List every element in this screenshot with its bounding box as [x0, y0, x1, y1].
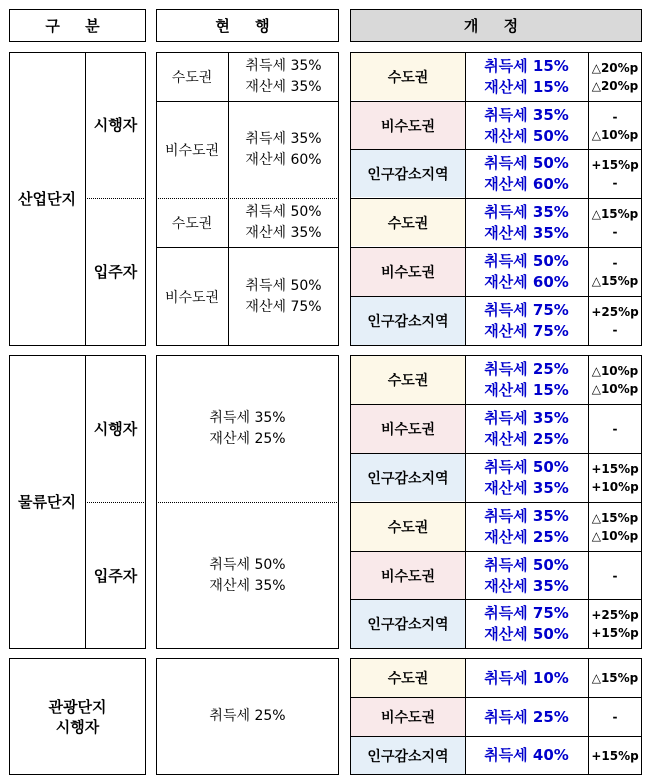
revised-region: 비수도권: [351, 552, 465, 599]
header-category: 구 분: [9, 9, 146, 42]
rate-change: △15%p: [591, 671, 639, 685]
revised-rates: 취득세 35% 재산세 25%: [484, 507, 569, 546]
rate-change: △10%p △10%p: [591, 364, 639, 396]
current-region: 비수도권: [164, 289, 220, 306]
revised-region: 비수도권: [351, 248, 465, 296]
revised-region: 수도권: [351, 199, 465, 246]
revised-region: 비수도권: [351, 102, 465, 149]
revised-rates: 취득세 35% 재산세 25%: [484, 409, 569, 448]
revised-rate: 취득세 40%: [484, 746, 569, 764]
industrial-tenant-label: 입주자: [93, 263, 138, 281]
revised-rates: 취득세 35% 재산세 50%: [484, 105, 569, 145]
rate-change: △15%p △10%p: [591, 511, 639, 543]
industrial-name: 산업단지: [18, 190, 76, 208]
revised-rates: 취득세 50% 재산세 35%: [484, 555, 569, 595]
revised-rates: 취득세 50% 재산세 60%: [484, 154, 569, 193]
revised-rates: 취득세 75% 재산세 50%: [484, 604, 569, 643]
revised-region: 수도권: [351, 659, 465, 697]
header-revised: 개 정: [350, 9, 642, 42]
rate-change: △20%p △20%p: [591, 61, 639, 93]
rate-change: - △10%p: [591, 109, 639, 142]
revised-rates: 취득세 50% 재산세 35%: [484, 458, 569, 497]
revised-rates: 취득세 75% 재산세 75%: [484, 301, 569, 340]
rate-change: +25%p -: [591, 305, 639, 337]
current-rates: 취득세 35% 재산세 35%: [245, 57, 322, 95]
revised-region: 인구감소지역: [351, 150, 465, 197]
revised-rates: 취득세 15% 재산세 15%: [484, 57, 569, 96]
revised-region: 인구감소지역: [351, 454, 465, 501]
rate-change: -: [612, 710, 618, 724]
revised-rate: 취득세 25%: [484, 707, 569, 726]
logistics-developer-label: 시행자: [93, 419, 138, 438]
current-rates: 취득세 50% 재산세 35%: [245, 203, 322, 241]
revised-rate: 취득세 10%: [484, 668, 569, 687]
current-rates: 취득세 25%: [209, 708, 286, 724]
current-region: 수도권: [171, 69, 213, 86]
revised-region: 수도권: [351, 503, 465, 551]
revised-region: 인구감소지역: [351, 737, 465, 774]
current-rates: 취득세 50% 재산세 75%: [245, 277, 322, 315]
rate-change: +15%p: [591, 748, 639, 763]
current-rates: 취득세 35% 재산세 25%: [209, 409, 286, 447]
current-region: 수도권: [171, 215, 213, 232]
current-region: 비수도권: [164, 142, 220, 159]
revised-region: 인구감소지역: [351, 600, 465, 648]
rate-change: - △15%p: [591, 256, 639, 288]
revised-region: 수도권: [351, 53, 465, 100]
current-rates: 취득세 35% 재산세 60%: [245, 130, 322, 168]
header-current: 현 행: [156, 9, 339, 42]
revised-rates: 취득세 50% 재산세 60%: [484, 252, 569, 291]
revised-region: 인구감소지역: [351, 297, 465, 345]
rate-change: -: [612, 568, 618, 583]
current-rates: 취득세 50% 재산세 35%: [209, 556, 286, 594]
rate-change: +15%p +10%p: [591, 462, 639, 494]
rate-change: △15%p -: [591, 207, 639, 239]
rate-change: +25%p +15%p: [591, 608, 639, 640]
revised-rates: 취득세 25% 재산세 15%: [484, 360, 569, 399]
rate-change: +15%p -: [591, 158, 639, 190]
revised-rates: 취득세 35% 재산세 35%: [484, 203, 569, 242]
tourism-name: 관광단지 시행자: [48, 697, 107, 736]
logistics-name: 물류단지: [18, 493, 76, 511]
revised-region: 비수도권: [351, 405, 465, 453]
industrial-developer-label: 시행자: [93, 116, 138, 134]
rate-change: -: [612, 422, 618, 436]
revised-region: 수도권: [351, 356, 465, 404]
revised-region: 비수도권: [351, 698, 465, 736]
logistics-tenant-label: 입주자: [93, 566, 138, 585]
